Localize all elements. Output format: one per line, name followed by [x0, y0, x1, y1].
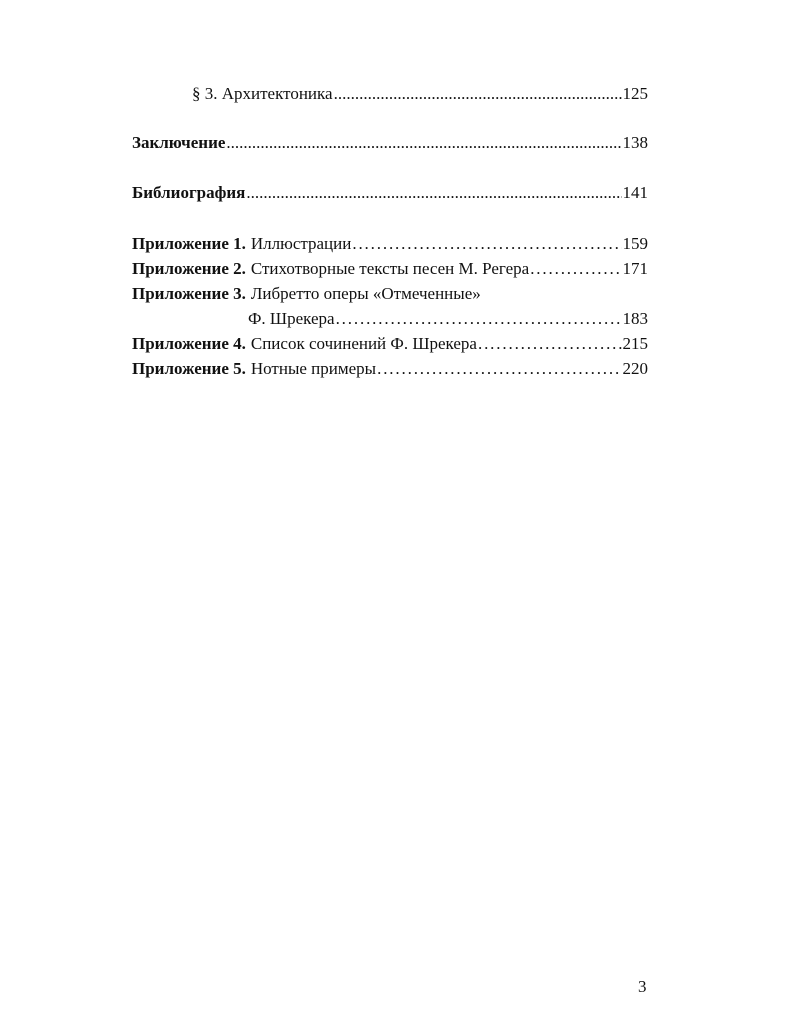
toc-entry-page: 220 [622, 359, 648, 378]
toc-entry-label: Иллюстрации [250, 234, 352, 253]
toc-entry-label: Стихотворные тексты песен М. Регера [250, 259, 530, 278]
toc-entry-page: 159 [622, 234, 648, 253]
toc-leader-dots [478, 332, 622, 356]
toc-leader-dots [377, 357, 621, 381]
toc-entry-appendix-4 [132, 332, 648, 356]
toc-entry-page: 215 [622, 334, 648, 353]
toc-entry-label: Список сочинений Ф. Шрекера [250, 334, 477, 353]
toc-leader-dots [530, 257, 621, 281]
page-number: 3 [638, 977, 647, 996]
toc-entry-conclusion [132, 131, 648, 155]
toc-entry-label: Нотные примеры [250, 359, 377, 378]
toc-entry-label: Либретто оперы «Отмеченные» [250, 284, 481, 303]
toc-leader-dots [336, 307, 622, 331]
toc-leader-dots [226, 131, 621, 155]
toc-entry-bibliography [132, 181, 648, 205]
toc-entry-prefix: Приложение 1. [132, 234, 246, 253]
toc-entry-appendix-5 [132, 357, 648, 381]
toc-entry-page: 125 [622, 84, 648, 103]
toc-entry-page: 138 [622, 133, 648, 152]
toc-entry-page: 141 [622, 183, 648, 202]
toc-entry-label: § 3. Архитектоника [192, 84, 333, 103]
toc-entry-section-3 [132, 82, 648, 106]
toc-entry-appendix-1 [132, 232, 648, 256]
toc-entry-label: Заключение [132, 133, 226, 152]
toc-entry-prefix: Приложение 2. [132, 259, 246, 278]
toc-entry-prefix: Приложение 3. [132, 284, 246, 303]
toc-entry-appendix-3-continued [132, 307, 648, 331]
toc-leader-dots [246, 181, 621, 205]
toc-entry-appendix-3 [132, 282, 648, 306]
toc-leader-dots [352, 232, 621, 256]
toc-entry-prefix: Приложение 4. [132, 334, 246, 353]
toc-entry-label: Библиография [132, 183, 246, 202]
toc-entry-page: 183 [622, 309, 648, 328]
toc-leader-dots [334, 82, 622, 106]
toc-entry-label-continued: Ф. Шрекера [248, 309, 335, 328]
toc-entry-page: 171 [622, 259, 648, 278]
toc-entry-appendix-2 [132, 257, 648, 281]
toc-entry-prefix: Приложение 5. [132, 359, 246, 378]
